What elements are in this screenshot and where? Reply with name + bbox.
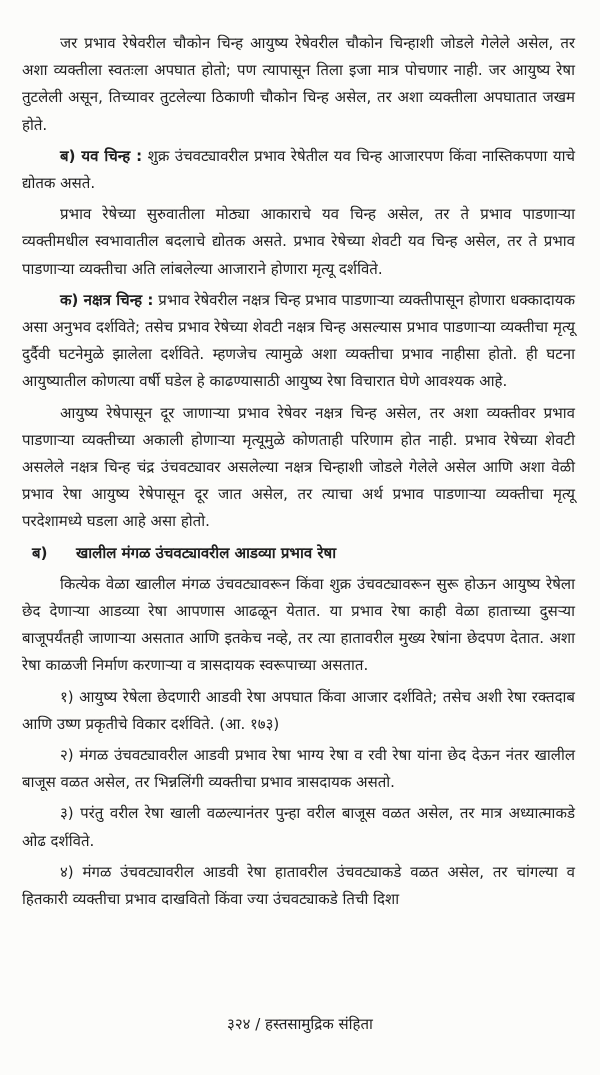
numbered-point — [22, 742, 575, 796]
paragraph-text: कित्येक वेळा खालील मंगळ उंचवट्यावरून किंवा शुक्र उंचवट्यावरून सुरू होऊन आयुष्य रेषेला छेद देणाऱ्या आडव्या रेषा आपणास आढळून येतात. या प्रभाव रेषा काही वेळा हाताच्या दुसऱ्या बाजूपर्यंतही जाणाऱ्या असतात आणि इतकेच नव्हे, तर त्या हातावरील मुख्य रेषांना छेदपण देतात. अशा रेषा काळजी निर्माण करणाऱ्या व त्रासदायक स्वरूपाच्या असतात. — [22, 574, 575, 675]
page-body — [22, 30, 575, 913]
section-heading-title: खालील मंगळ उंचवट्यावरील आडव्या प्रभाव रेषा — [76, 543, 337, 562]
paragraph-text: २) मंगळ उंचवट्यावरील आडवी प्रभाव रेषा भाग्य रेषा व रवी रेषा यांना छेद देऊन नंतर खालील बाजूस वळत असेल, तर भिन्नलिंगी व्यक्तीचा प्रभाव त्रासदायक असतो. — [22, 746, 575, 792]
paragraph-text: प्रभाव रेषेवरील नक्षत्र चिन्ह प्रभाव पाडणाऱ्या व्यक्तीपासून होणारा धक्कादायक असा अनुभव दर्शविते; तसेच प्रभाव रेषेच्या शेवटी नक्षत्र चिन्ह असल्यास प्रभाव पाडणाऱ्या व्यक्तीचा मृत्यू दुर्दैवी घटनेमुळे झालेला दर्शविते. म्हणजेच त्यामुळे अशा व्यक्तीचा प्रभाव नाहीसा होतो. ही घटना आयुष्यातील कोणत्या वर्षी घडेल हे काढण्यासाठी आयुष्य रेषा विचारात घेणे आवश्यक आहे. — [22, 290, 575, 391]
paragraph — [22, 201, 575, 283]
numbered-point — [22, 859, 575, 913]
paragraph-text: जर प्रभाव रेषेवरील चौकोन चिन्ह आयुष्य रेषेवरील चौकोन चिन्हाशी जोडले गेलेले असेल, तर अशा व्यक्तीला स्वतःला अपघात होतो; पण त्यापासून तिला इजा मात्र पोचणार नाही. जर आयुष्य रेषा तुटलेली असून, तिच्यावर तुटलेल्या ठिकाणी चौकोन चिन्ह असेल, तर अशा व्यक्तीला अपघातात जखम होते. — [22, 34, 575, 134]
paragraph-yav-sign — [22, 143, 575, 197]
paragraph-text: १) आयुष्य रेषेला छेदणारी आडवी रेषा अपघात किंवा आजार दर्शविते; तसेच अशी रेषा रक्तदाब आणि उष्ण प्रकृतीचे विकार दर्शविते. (आ. १७३) — [22, 687, 575, 733]
paragraph-text: आयुष्य रेषेपासून दूर जाणाऱ्या प्रभाव रेषेवर नक्षत्र चिन्ह असेल, तर अशा व्यक्तीवर प्रभाव पाडणाऱ्या व्यक्तीच्या अकाली होणाऱ्या मृत्यूमुळे कोणताही परिणाम होत नाही. प्रभाव रेषेच्या शेवटी असलेले नक्षत्र चिन्ह चंद्र उंचवट्यावर असलेल्या नक्षत्र चिन्हाशी जोडले गेलेले असेल आणि अशा वेळी प्रभाव रेषा आयुष्य रेषेपासून दूर जात असेल, तर त्याचा अर्थ प्रभाव पाडणाऱ्या व्यक्तीचा मृत्यू परदेशामध्ये घडला आहे असा होतो. — [22, 403, 575, 531]
paragraph-text: प्रभाव रेषेच्या सुरुवातीला मोठ्या आकाराचे यव चिन्ह असेल, तर ते प्रभाव पाडणाऱ्या व्यक्तीमधील स्वभावातील बदलाचे द्योतक असते. प्रभाव रेषेच्या शेवटी यव चिन्ह असेल, तर ते प्रभाव पाडणाऱ्या व्यक्तीचा अति लांबलेल्या आजाराने होणारा मृत्यू दर्शविते. — [22, 205, 575, 278]
paragraph — [22, 400, 575, 536]
page-footer: ३२४ / हस्तसामुद्रिक संहिता — [227, 1015, 373, 1033]
section-heading-letter: ब) — [32, 543, 48, 562]
section-label: ब) यव चिन्ह : — [60, 146, 143, 165]
section-label: क) नक्षत्र चिन्ह : — [60, 290, 154, 309]
section-heading — [22, 540, 575, 567]
numbered-point — [22, 684, 575, 738]
numbered-point — [22, 800, 575, 854]
paragraph — [22, 30, 575, 139]
paragraph — [22, 571, 575, 680]
paragraph-text: शुक्र उंचवट्यावरील प्रभाव रेषेतील यव चिन्ह आजारपण किंवा नास्तिकपणा याचे द्योतक असते. — [22, 146, 575, 193]
paragraph-text: ३) परंतु वरील रेषा खाली वळल्यानंतर पुन्हा वरील बाजूस वळत असेल, तर मात्र अध्यात्माकडे ओढ दर्शविते. — [22, 804, 575, 850]
paragraph-star-sign — [22, 287, 575, 396]
paragraph-text: ४) मंगळ उंचवट्यावरील आडवी रेषा हातावरील उंचवट्याकडे वळत असेल, तर चांगल्या व हितकारी व्यक्तीचा प्रभाव दाखवितो किंवा ज्या उंचवट्याकडे तिची दिशा — [22, 862, 575, 909]
